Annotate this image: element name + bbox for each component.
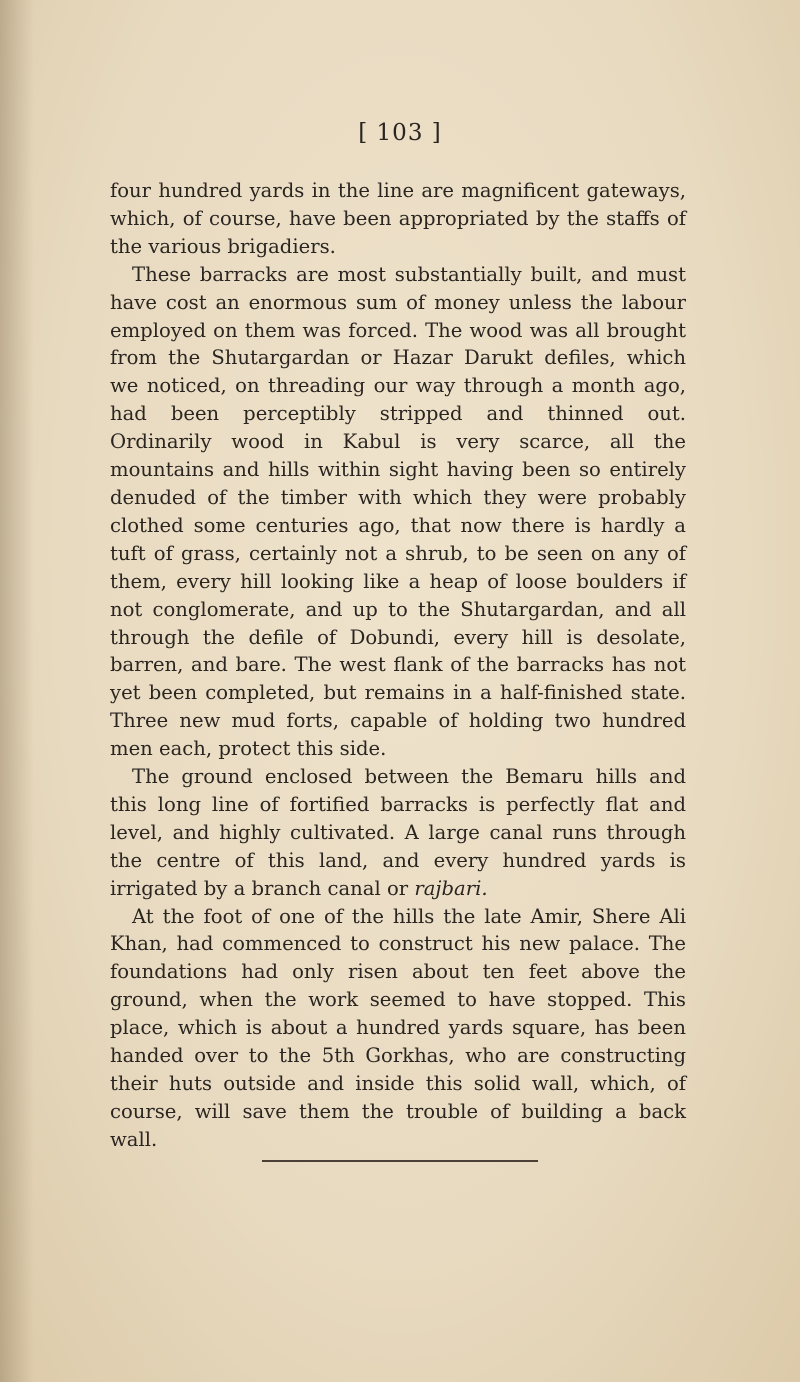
paragraph-palace: At the foot of one of the hills the late Amir, Shere Ali Khan, had commenced to construct his new palace. The foundations had only risen about ten feet above the ground, when the work seemed to have stopped. This place, which is about a hundred yards square, has been handed over to the 5th Gorkhas, who are constructing their huts outside and inside this solid wall, which, of course, will save them the trouble of building a back wall.: [110, 904, 686, 1151]
paragraph-ground-text: The ground enclosed between the Bemaru hills and this long line of fortified barracks is perfectly flat and level, and highly cultivated. A large canal runs through the centre of this land, and every hundred yards is irrigated by a branch canal or: [110, 765, 686, 900]
section-divider-rule: [262, 1160, 538, 1162]
paragraph-ground: [110, 763, 686, 903]
paragraph-continuation: four hundred yards in the line are magnificent gateways, which, of course, have been appropriated by the staffs of the various brigadiers.: [110, 179, 686, 258]
page-number: [ 103 ]: [358, 120, 442, 146]
paragraph-barracks: These barracks are most substantially built, and must have cost an enormous sum of money unless the labour employed on them was forced. The wood was all brought from the Shutargardan or Hazar Darukt defiles, which we noticed, on threading our way through a month ago, had been perceptibly stripped and thinned out. Ordinarily wood in Kabul is very scarce, all the mountains and hills within sight having been so entirely denuded of the timber with which they were probably clothed some centuries ago, that now there is hardly a tuft of grass, certainly not a shrub, to be seen on any of them, every hill looking like a heap of loose boulders if not conglomerate, and up to the Shutargardan, and all through the defile of Dobundi, every hill is desolate, barren, and bare. The west flank of the barracks has not yet been completed, but remains in a half-finished state. Three new mud forts, capable of holding two hundred men each, protect this side.: [110, 262, 686, 761]
page-edge-shadow: [0, 0, 34, 1382]
body-text: [110, 177, 686, 1154]
paragraph-ground-italic-term: rajbari.: [414, 876, 488, 900]
